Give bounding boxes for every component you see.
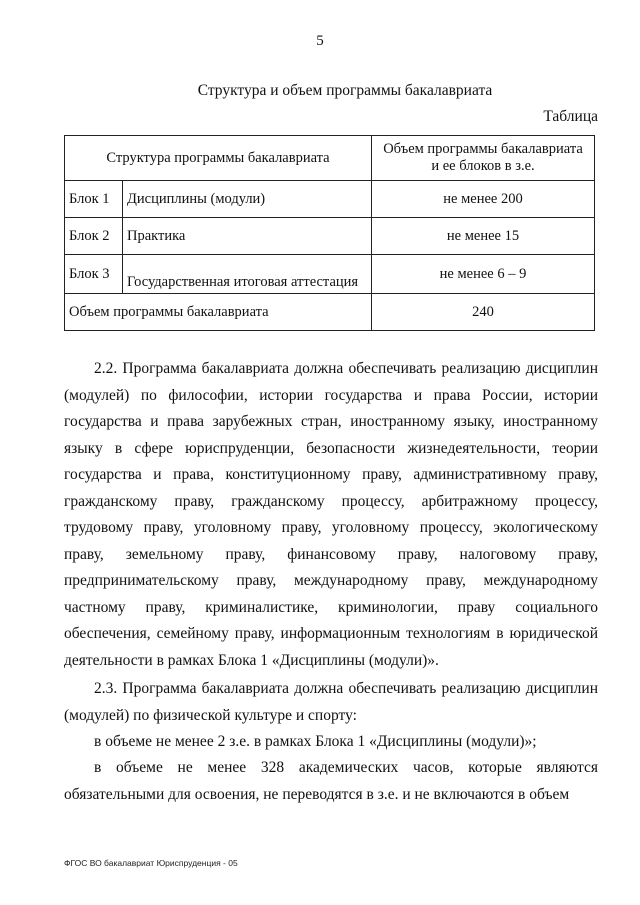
block-name-cell: Практика — [123, 218, 372, 255]
block-name-cell: Государственная итоговая аттестация — [123, 255, 372, 294]
block-name-cell: Дисциплины (модули) — [123, 181, 372, 218]
header-volume-line2: и ее блоков в з.е. — [431, 158, 535, 174]
paragraph-text: в объеме не менее 2 з.е. в рамках Блока 1 «Дисциплины (модули)»; — [94, 733, 537, 750]
total-value-cell: 240 — [372, 294, 595, 331]
paragraph-volume-1 — [64, 729, 598, 756]
block-volume-cell: не менее 200 — [372, 181, 595, 218]
block-volume-cell: не менее 15 — [372, 218, 595, 255]
paragraph-volume-2 — [64, 755, 598, 808]
header-volume-line1: Объем программы бакалавриата — [383, 141, 583, 157]
total-label-cell: Объем программы бакалавриата — [65, 294, 372, 331]
program-structure-table — [64, 135, 595, 331]
table-total-row — [65, 294, 595, 331]
header-structure-cell: Структура программы бакалавриата — [65, 136, 372, 181]
table-caption: Таблица — [543, 108, 598, 125]
paragraph-text: 2.3. Программа бакалавриата должна обеспечивать реализацию дисциплин (модулей) по физической культуре и спорту: — [64, 680, 598, 724]
page-footer: ФГОС ВО бакалавриат Юриспруденция - 05 — [64, 858, 238, 868]
paragraph-text: в объеме не менее 328 академических часов, которые являются обязательными для освоения, не переводятся в з.е. и не включаются в объем — [64, 759, 598, 803]
paragraph-text: 2.2. Программа бакалавриата должна обеспечивать реализацию дисциплин (модулей) по философии, истории государства и права России, истории государства и права зарубежных стран, иностранному языку, иностранному языку в сфере юриспруденции, безопасности жизнедеятельности, теории государства и права, конституционному праву, административному праву, гражданскому праву, гражданскому процессу, арбитражному процессу, трудовому праву, уголовному праву, уголовному процессу, экологическому праву, земельному праву, финансовому праву, налоговому праву, предпринимательскому праву, международному праву, международному частному праву, криминалистике, криминологии, праву социального обеспечения, семейному праву, информационным технологиям в юридической деятельности в рамках Блока 1 «Дисциплины (модули)». — [64, 360, 598, 669]
table-header-row — [65, 136, 595, 181]
section-title: Структура и объем программы бакалавриата — [197, 82, 493, 99]
table-row — [65, 218, 595, 255]
table-row — [65, 181, 595, 218]
block-id-cell: Блок 3 — [65, 255, 123, 294]
block-volume-cell: не менее 6 – 9 — [372, 255, 595, 294]
paragraph-2-2 — [64, 356, 598, 674]
header-volume-cell — [372, 136, 595, 181]
paragraph-2-3 — [64, 676, 598, 729]
block-id-cell: Блок 2 — [65, 218, 123, 255]
table-row — [65, 255, 595, 294]
page-number: 5 — [316, 33, 324, 49]
block-id-cell: Блок 1 — [65, 181, 123, 218]
